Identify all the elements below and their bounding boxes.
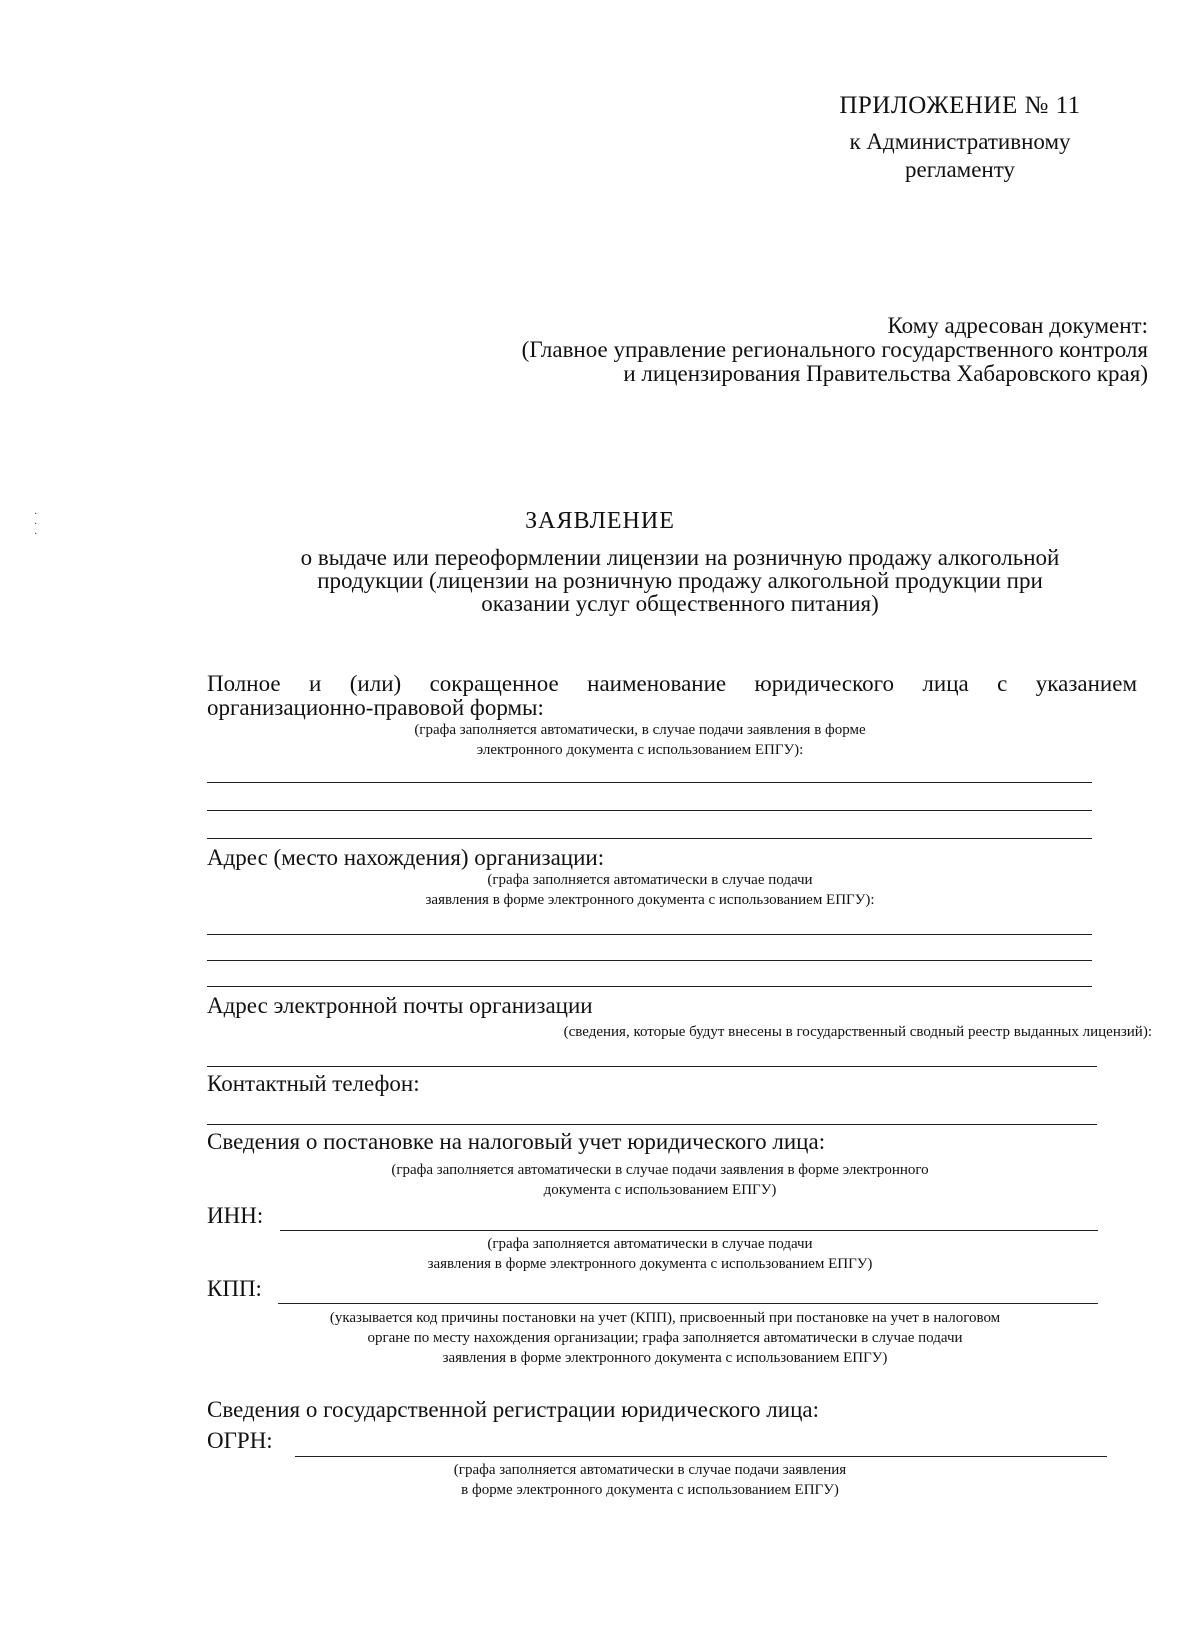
address-field-line-2[interactable]	[207, 960, 1092, 961]
phone-field-line[interactable]	[207, 1124, 1097, 1125]
inn-hint-line2: заявления в форме электронного документа с использованием ЕПГУ)	[427, 1256, 873, 1272]
ogrn-hint-line1: (графа заполняется автоматически в случае подачи заявления	[453, 1462, 847, 1478]
org-name-label	[207, 672, 1137, 720]
appendix-header	[780, 92, 1140, 184]
org-name-field-line-2[interactable]	[207, 810, 1092, 811]
address-field-line-1[interactable]	[207, 934, 1092, 935]
email-label: Адрес электронной почты организации	[207, 993, 593, 1018]
inn-hint-line1: (графа заполняется автоматически в случае подачи	[487, 1236, 813, 1252]
appendix-number: ПРИЛОЖЕНИЕ № 11	[839, 92, 1081, 119]
appendix-to-line1: к Административному	[849, 129, 1071, 154]
document-title: ЗАЯВЛЕНИЕ	[525, 508, 675, 534]
address-hint-line2: заявления в форме электронного документа с использованием ЕПГУ):	[425, 892, 875, 908]
kpp-label: КПП:	[207, 1276, 262, 1301]
phone-label: Контактный телефон:	[207, 1071, 420, 1096]
org-name-field-line-3[interactable]	[207, 838, 1092, 839]
registration-label: Сведения о государственной регистрации юридического лица:	[207, 1397, 819, 1422]
kpp-hint-line1: (указывается код причины постановки на учет (КПП), присвоенный при постановке на учет в налоговом	[329, 1310, 1001, 1326]
scan-specks: · · ·	[34, 509, 38, 540]
address-label: Адрес (место нахождения) организации:	[207, 845, 605, 870]
org-name-field-line-1[interactable]	[207, 782, 1092, 783]
inn-hint	[340, 1234, 960, 1274]
tax-hint-line1: (графа заполняется автоматически в случае подачи заявления в форме электронного	[391, 1162, 929, 1178]
addressee-block	[328, 314, 1148, 386]
inn-label: ИНН:	[207, 1203, 264, 1228]
address-field-line-3[interactable]	[207, 986, 1092, 987]
kpp-hint	[215, 1308, 1115, 1368]
address-hint-line1: (графа заполняется автоматически в случае подачи	[487, 872, 813, 888]
kpp-hint-line3: заявления в форме электронного документа с использованием ЕПГУ)	[442, 1350, 888, 1366]
org-name-hint-line1: (графа заполняется автоматически, в случае подачи заявления в форме	[414, 722, 866, 738]
subtitle-line1: о выдаче или переоформлении лицензии на розничную продажу алкогольной	[300, 545, 1060, 570]
address-hint	[340, 870, 960, 910]
ogrn-label: ОГРН:	[207, 1428, 273, 1453]
ogrn-field-line[interactable]	[295, 1456, 1107, 1457]
ogrn-hint	[360, 1460, 940, 1500]
email-hint: (сведения, которые будут внесены в государственный сводный реестр выданных лицензий):	[563, 1024, 1152, 1040]
inn-field-line[interactable]	[280, 1230, 1098, 1231]
addressee-line1: (Главное управление регионального государственного контроля	[521, 337, 1148, 362]
email-field-line[interactable]	[207, 1066, 1097, 1067]
kpp-field-line[interactable]	[278, 1303, 1098, 1304]
org-name-hint	[300, 720, 980, 760]
addressee-label: Кому адресован документ:	[887, 313, 1148, 338]
tax-label: Сведения о постановке на налоговый учет юридического лица:	[207, 1129, 826, 1154]
appendix-to-line2: регламенту	[905, 157, 1015, 182]
subtitle-line3: оказании услуг общественного питания)	[481, 591, 879, 616]
ogrn-hint-line2: в форме электронного документа с использованием ЕПГУ)	[461, 1482, 839, 1498]
org-name-label-line1: Полное и (или) сокращенное наименование юридического лица с указанием	[207, 671, 1137, 696]
org-name-hint-line2: электронного документа с использованием ЕПГУ):	[476, 742, 804, 758]
document-subtitle	[190, 546, 1170, 615]
addressee-line2: и лицензирования Правительства Хабаровского края)	[623, 361, 1148, 386]
tax-hint	[290, 1160, 1030, 1200]
subtitle-line2: продукции (лицензии на розничную продажу алкогольной продукции при	[317, 568, 1043, 593]
tax-hint-line2: документа с использованием ЕПГУ)	[543, 1182, 777, 1198]
org-name-label-line2: организационно-правовой формы:	[207, 695, 544, 720]
kpp-hint-line2: органе по месту нахождения организации; графа заполняется автоматически в случае подачи	[367, 1330, 963, 1346]
